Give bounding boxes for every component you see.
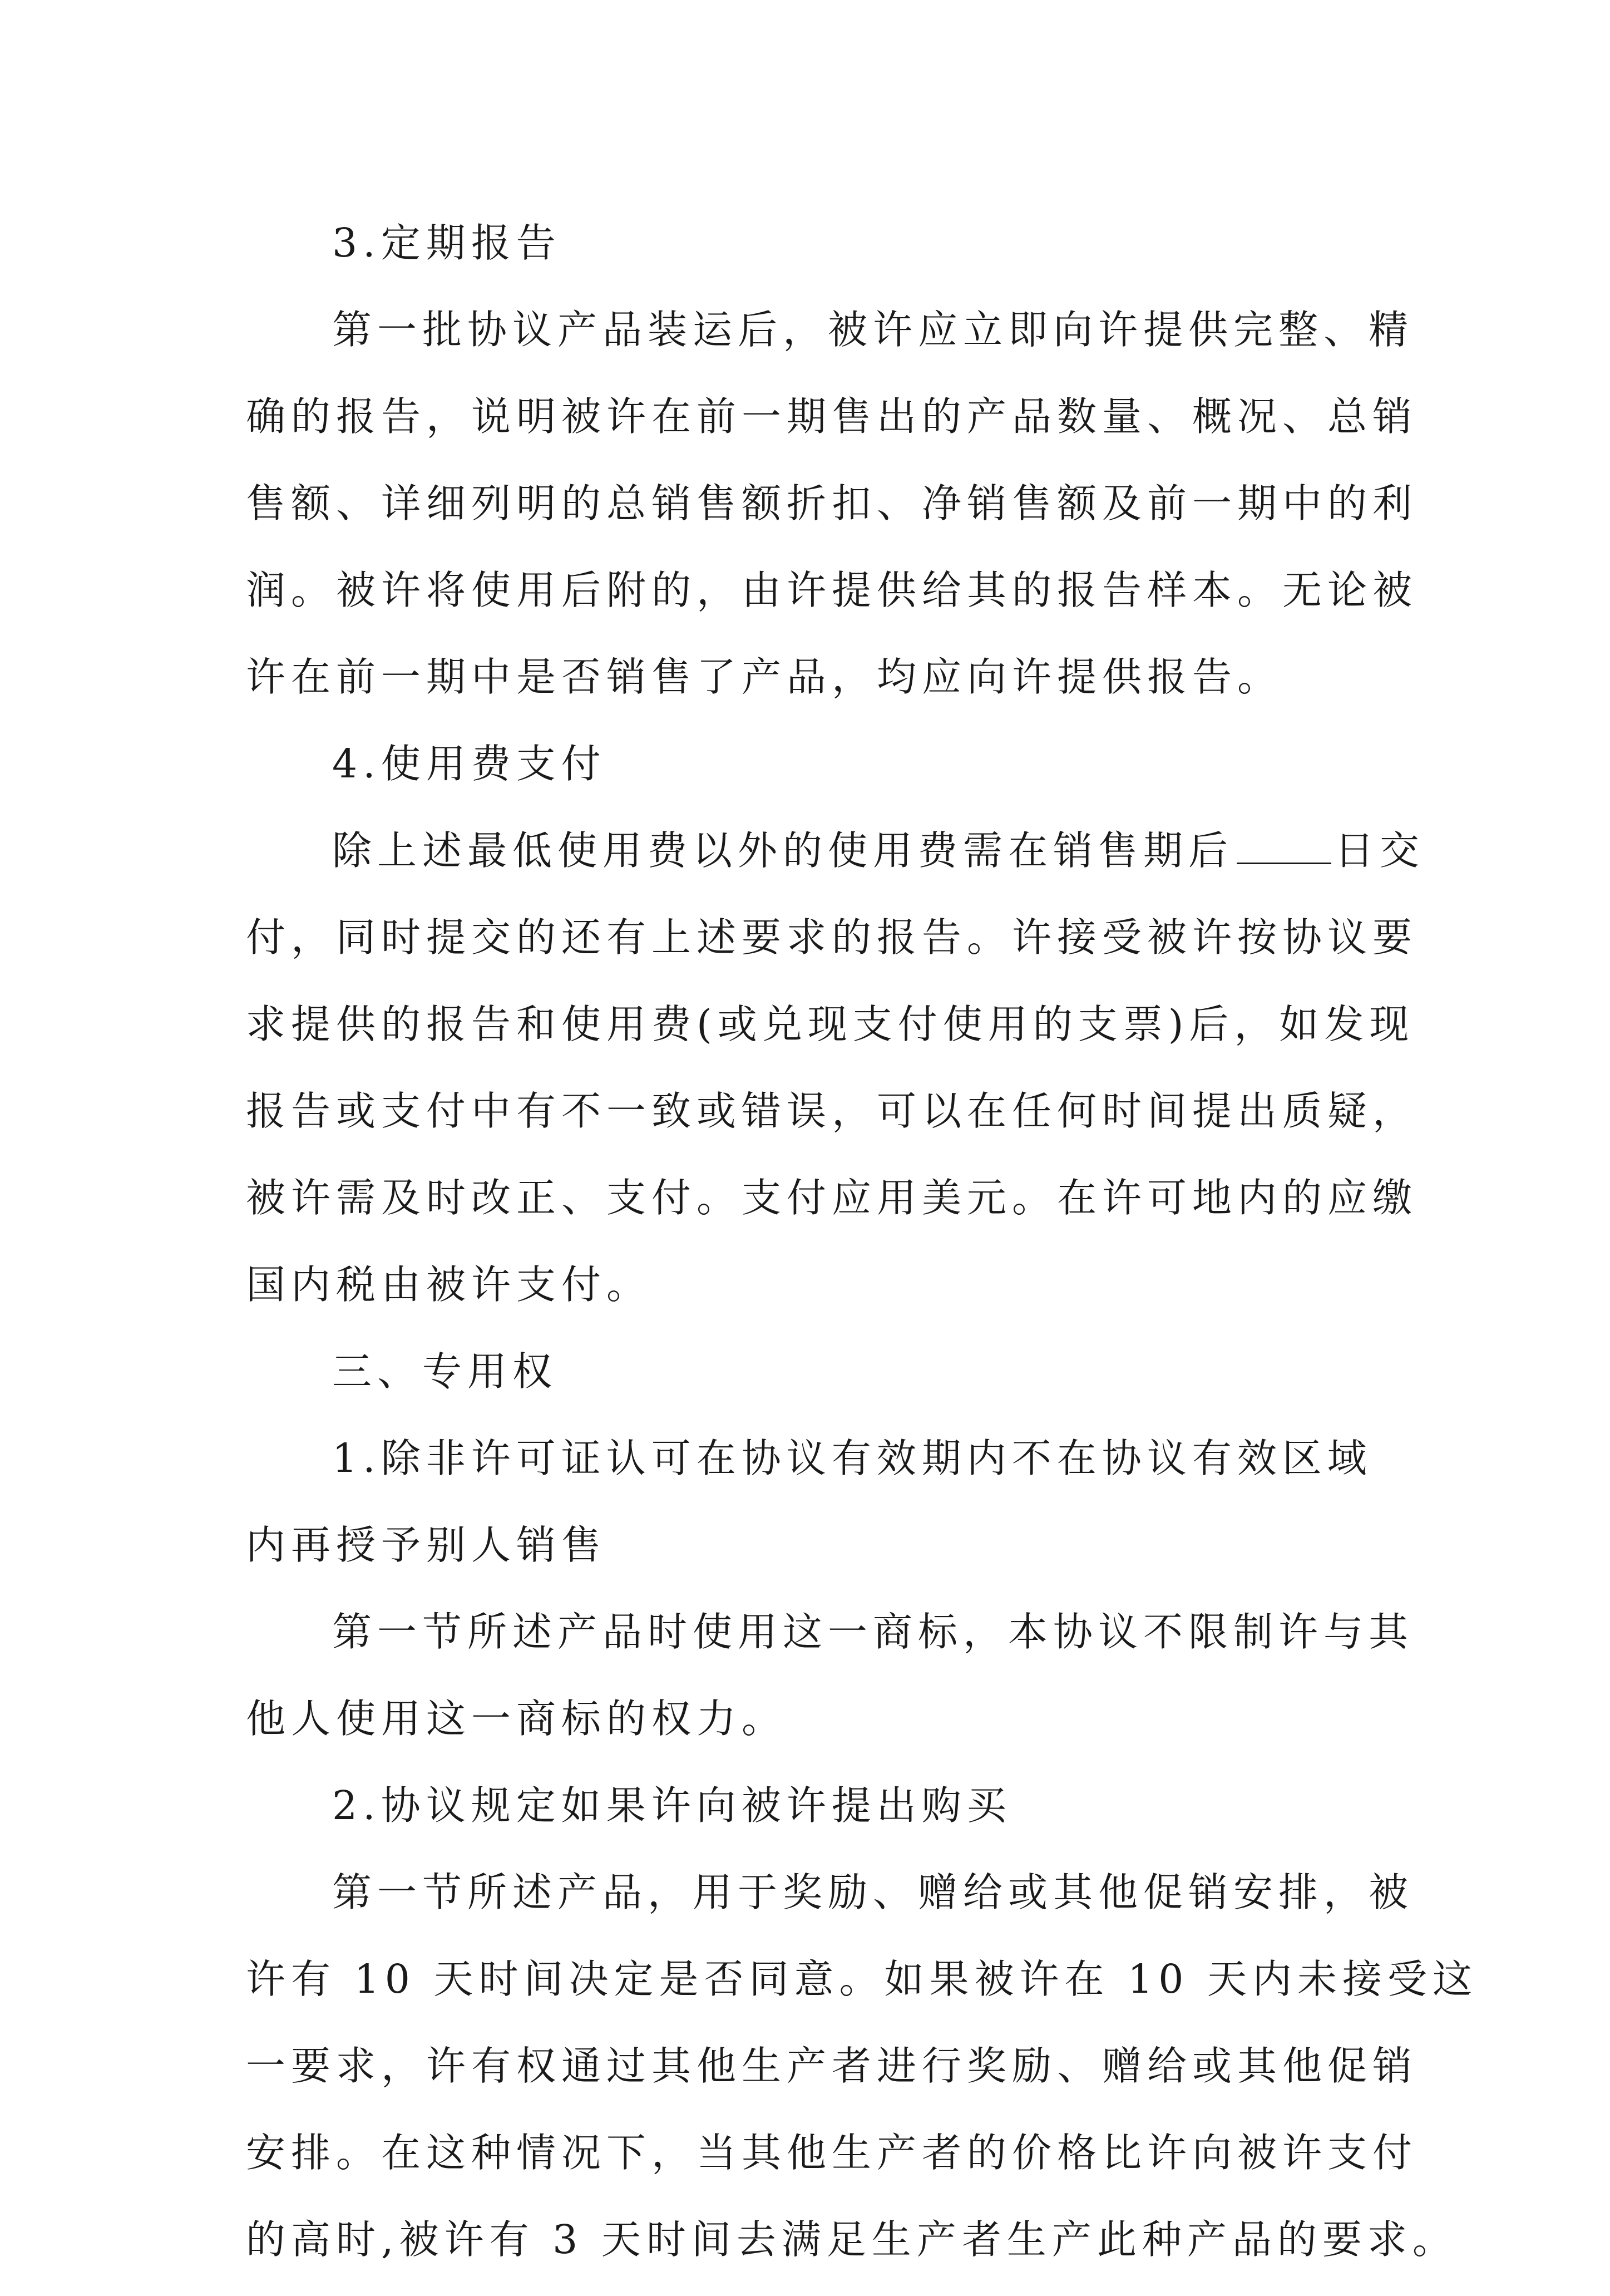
paragraph-line: 报告或支付中有不一致或错误，可以在任何时间提出质疑， xyxy=(246,1088,1418,1134)
paragraph-line: 润。被许将使用后附的，由许提供给其的报告样本。无论被 xyxy=(246,567,1418,613)
paragraph-text: 除上述最低使用费以外的使用费需在销售期后 xyxy=(332,827,1234,874)
paragraph-line: 许在前一期中是否销售了产品，均应向许提供报告。 xyxy=(246,654,1283,700)
paragraph-line: 售额、详细列明的总销售额折扣、净销售额及前一期中的利 xyxy=(246,480,1418,526)
paragraph-line: 第一节所述产品时使用这一商标，本协议不限制许与其 xyxy=(332,1609,1414,1655)
paragraph-line: 许有 10 天时间决定是否同意。如果被许在 10 天内未接受这 xyxy=(246,1956,1478,2002)
paragraph-line xyxy=(246,820,1425,907)
paragraph-line: 第一批协议产品装运后，被许应立即向许提供完整、精 xyxy=(332,307,1414,353)
paragraph-line: 安排。在这种情况下，当其他生产者的价格比许向被许支付 xyxy=(246,2130,1418,2176)
paragraph-line: 1.除非许可证认可在协议有效期内不在协议有效区域 xyxy=(332,1435,1372,1481)
paragraph-line: 一要求，许有权通过其他生产者进行奖励、赠给或其他促销 xyxy=(246,2043,1418,2089)
paragraph-line: 2.协议规定如果许向被许提出购买 xyxy=(332,1782,1012,1829)
section-heading: 4.使用费支付 xyxy=(332,741,606,787)
paragraph-text: 日交 xyxy=(1335,827,1425,874)
paragraph-line: 他人使用这一商标的权力。 xyxy=(246,1696,787,1742)
paragraph-line: 付，同时提交的还有上述要求的报告。许接受被许按协议要 xyxy=(246,914,1418,960)
section-heading: 三、专用权 xyxy=(332,1348,558,1395)
paragraph-line: 确的报告，说明被许在前一期售出的产品数量、概况、总销 xyxy=(246,393,1418,440)
paragraph-line: 国内税由被许支付。 xyxy=(246,1262,652,1308)
paragraph-line: 求提供的报告和使用费(或兑现支付使用的支票)后，如发现 xyxy=(246,1001,1415,1047)
paragraph-line: 内再授予别人销售 xyxy=(246,1522,607,1568)
paragraph-line: 第一节所述产品，用于奖励、赠给或其他促销安排，被 xyxy=(332,1869,1414,1915)
paragraph-line: 的高时,被许有 3 天时间去满足生产者生产此种产品的要求。 xyxy=(246,2216,1458,2263)
fill-in-blank xyxy=(1237,826,1331,864)
document-body xyxy=(246,213,1478,2296)
paragraph-line: 被许需及时改正、支付。支付应用美元。在许可地内的应缴 xyxy=(246,1175,1418,1221)
section-heading: 3.定期报告 xyxy=(332,220,561,266)
